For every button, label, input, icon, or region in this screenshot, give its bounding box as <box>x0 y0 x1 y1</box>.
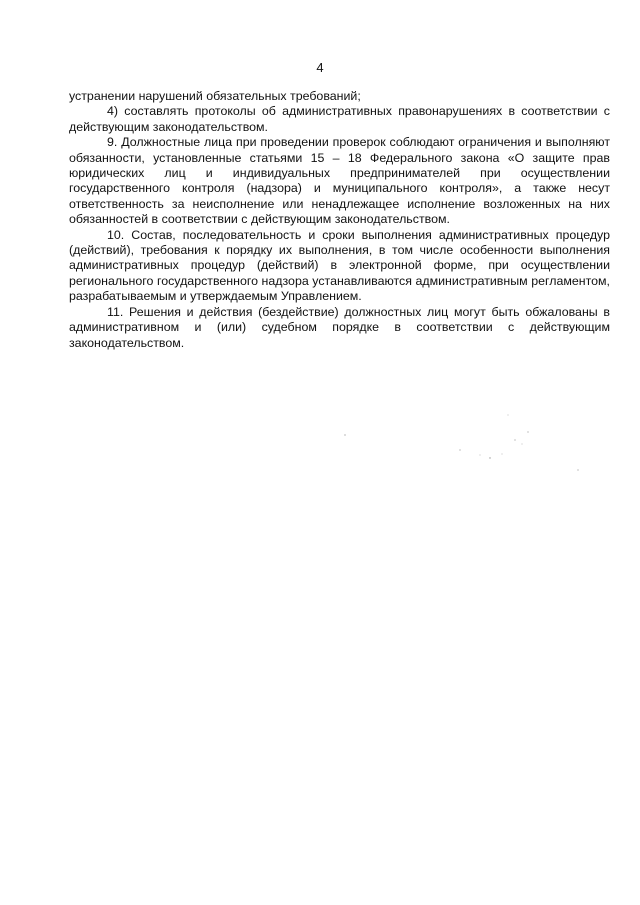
paragraph-10: 10. Состав, последовательность и сроки выполнения административных процедур (действий), требования к порядку их выполнения, в том числе особенности выполнения административных процедур (действий) в электронной форме, при осуществлении регионального государственного надзора устанавливаются административным регламентом, разрабатываемым и утверждаемым Управлением. <box>69 227 610 304</box>
scan-noise-specks <box>330 410 590 480</box>
page-number: 4 <box>316 60 324 75</box>
paragraph-continuation: устранении нарушений обязательных требований; <box>69 89 361 103</box>
paragraph-11: 11. Решения и действия (бездействие) должностных лиц могут быть обжалованы в административном и (или) судебном порядке в соответствии с действующим законодательством. <box>69 304 610 350</box>
document-body <box>69 89 610 351</box>
paragraph-item-4: 4) составлять протоколы об административных правонарушениях в соответствии с действующим законодательством. <box>69 104 610 134</box>
paragraph-9: 9. Должностные лица при проведении проверок соблюдают ограничения и выполняют обязанности, установленные статьями 15 – 18 Федерального закона «О защите прав юридических лиц и индивидуальных предпринимателей при осуществлении государственного контроля (надзора) и муниципального контроля», а также несут ответственность за неисполнение или ненадлежащее исполнение возложенных на них обязанностей в соответствии с действующим законодательством. <box>69 135 610 227</box>
